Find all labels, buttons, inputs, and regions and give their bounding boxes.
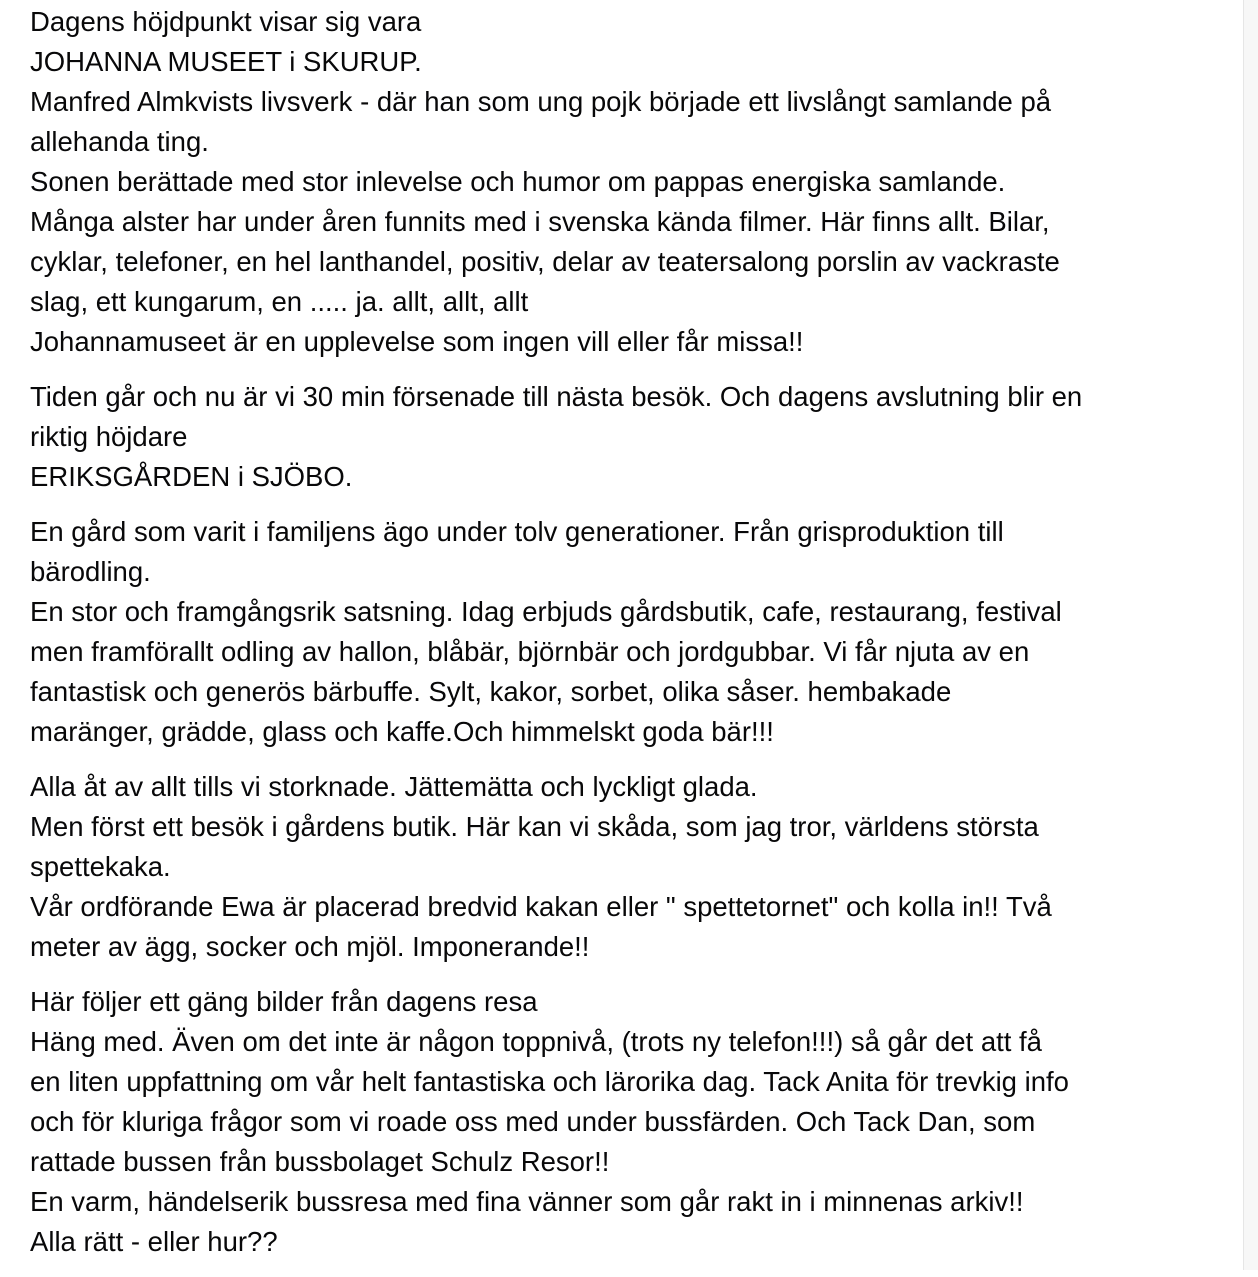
- paragraph-johanna-museet: [30, 2, 1220, 362]
- text-line: en liten uppfattning om vår helt fantastiska och lärorika dag. Tack Anita för trevkig info: [30, 1066, 1069, 1097]
- text-line: Johannamuseet är en upplevelse som ingen vill eller får missa!!: [30, 326, 804, 357]
- text-line: En stor och framgångsrik satsning. Idag erbjuds gårdsbutik, cafe, restaurang, festival: [30, 596, 1062, 627]
- paragraph-spettekaka: [30, 767, 1220, 967]
- text-line: slag, ett kungarum, en ..... ja. allt, allt, allt: [30, 286, 529, 317]
- text-line: Manfred Almkvists livsverk - där han som ung pojk började ett livslångt samlande på: [30, 86, 1052, 117]
- paragraph-farm-history: [30, 512, 1220, 752]
- text-line: Alla rätt - eller hur??: [30, 1226, 278, 1257]
- text-line: JOHANNA MUSEET i SKURUP.: [30, 46, 422, 77]
- post-text: [30, 2, 1220, 1277]
- text-line: allehanda ting.: [30, 126, 209, 157]
- text-line: maränger, grädde, glass och kaffe.Och himmelskt goda bär!!!: [30, 716, 774, 747]
- text-line: En varm, händelserik bussresa med fina vänner som går rakt in i minnenas arkiv!!: [30, 1186, 1024, 1217]
- text-line: och för kluriga frågor som vi roade oss med under bussfärden. Och Tack Dan, som: [30, 1106, 1036, 1137]
- text-line: Dagens höjdpunkt visar sig vara: [30, 6, 422, 37]
- paragraph-eriksgarden: [30, 377, 1220, 497]
- vertical-scrollbar[interactable]: [1243, 0, 1258, 1270]
- paragraph-closing: [30, 982, 1220, 1262]
- text-line: Sonen berättade med stor inlevelse och humor om pappas energiska samlande.: [30, 166, 1006, 197]
- text-line: men framförallt odling av hallon, blåbär, björnbär och jordgubbar. Vi får njuta av en: [30, 636, 1030, 667]
- text-line: Här följer ett gäng bilder från dagens resa: [30, 986, 538, 1017]
- text-line: Häng med. Även om det inte är någon toppnivå, (trots ny telefon!!!) så går det att få: [30, 1026, 1042, 1057]
- text-line: rattade bussen från bussbolaget Schulz Resor!!: [30, 1146, 610, 1177]
- text-line: En gård som varit i familjens ägo under tolv generationer. Från grisproduktion till: [30, 516, 1004, 547]
- text-line: Alla åt av allt tills vi storknade. Jättemätta och lyckligt glada.: [30, 771, 758, 802]
- text-line: Tiden går och nu är vi 30 min försenade till nästa besök. Och dagens avslutning blir en: [30, 381, 1083, 412]
- text-line: spettekaka.: [30, 851, 171, 882]
- text-line: meter av ägg, socker och mjöl. Imponerande!!: [30, 931, 590, 962]
- text-line: Vår ordförande Ewa är placerad bredvid kakan eller " spettetornet" och kolla in!! Två: [30, 891, 1052, 922]
- text-line: cyklar, telefoner, en hel lanthandel, positiv, delar av teatersalong porslin av vackraste: [30, 246, 1060, 277]
- text-line: bärodling.: [30, 556, 151, 587]
- text-line: Många alster har under åren funnits med i svenska kända filmer. Här finns allt. Bilar,: [30, 206, 1050, 237]
- text-line: riktig höjdare: [30, 421, 188, 452]
- text-line: ERIKSGÅRDEN i SJÖBO.: [30, 461, 353, 492]
- text-line: fantastisk och generös bärbuffe. Sylt, kakor, sorbet, olika såser. hembakade: [30, 676, 952, 707]
- text-line: Men först ett besök i gårdens butik. Här kan vi skåda, som jag tror, världens största: [30, 811, 1039, 842]
